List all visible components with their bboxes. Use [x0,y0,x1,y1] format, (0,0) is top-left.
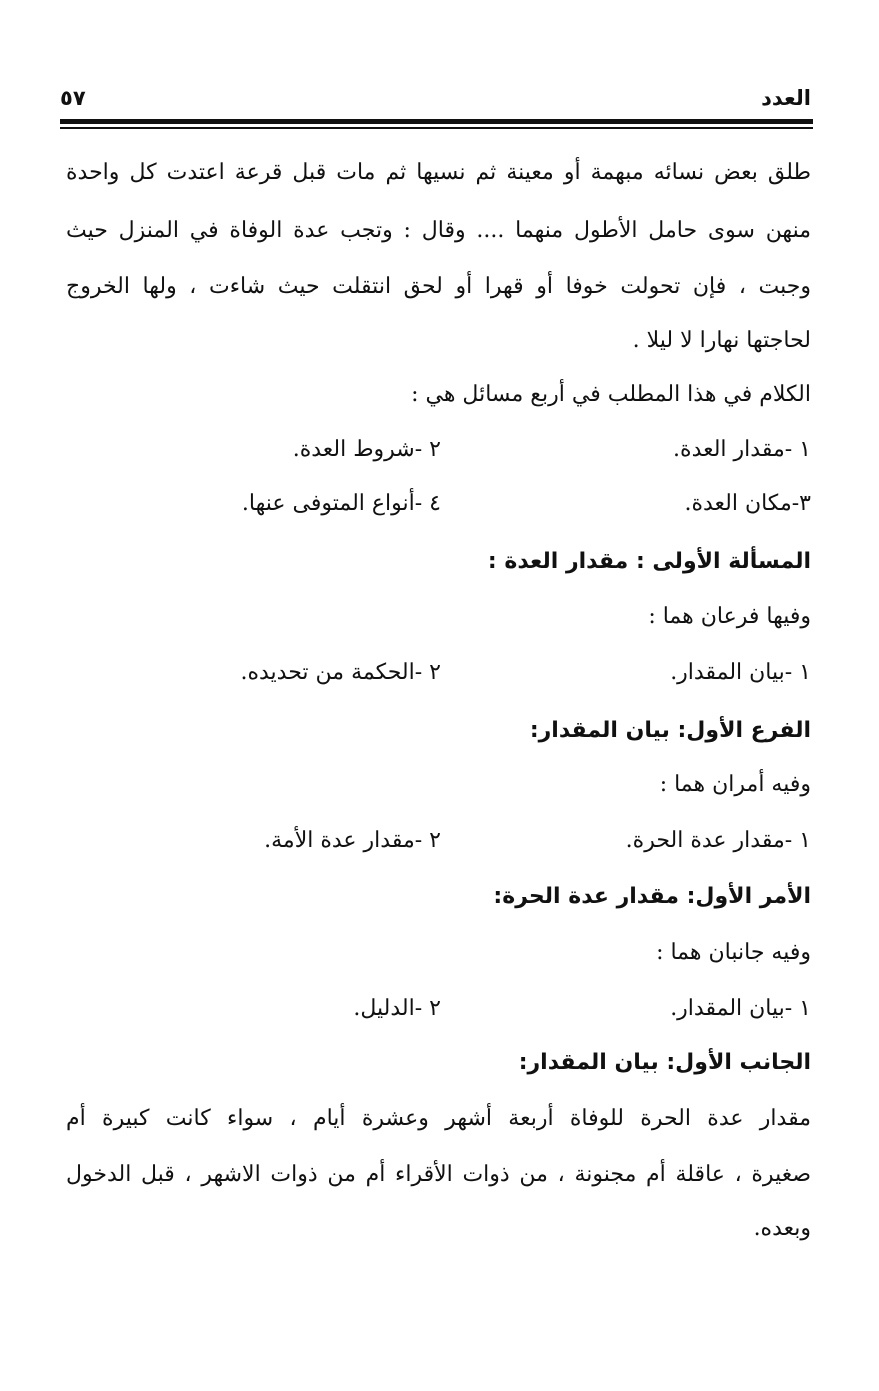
header-rule-thin [60,127,813,129]
paragraph-line: منهن سوى حامل الأطول منهما .... وقال : وتجب عدة الوفاة في المنزل حيث [66,218,811,243]
paragraph-line: طلق بعض نسائه مبهمة أو معينة ثم نسيها ثم مات قبل قرعة اعتدت كل واحدة [66,160,811,185]
paragraph-line: مقدار عدة الحرة للوفاة أربعة أشهر وعشرة أيام ، سواء كانت كبيرة أم [66,1106,811,1131]
running-title: العدد [761,86,811,110]
paragraph-line: وبعده. [753,1216,811,1241]
section-heading: الفرع الأول: بيان المقدار: [529,718,811,743]
list-item: ٢ -الدليل. [353,996,441,1021]
list-item: ١ -مقدار العدة. [673,437,811,462]
subheading-line: وفيه جانبان هما : [656,940,811,965]
header-rule-thick [60,119,813,124]
list-item: ١ -بيان المقدار. [670,660,811,685]
subheading-line: وفيه أمران هما : [659,772,811,797]
paragraph-line: لحاجتها نهارا لا ليلا . [632,328,811,353]
list-item: ١ -مقدار عدة الحرة. [625,828,811,853]
page-header [60,86,811,120]
intro-line: الكلام في هذا المطلب في أربع مسائل هي : [411,382,811,407]
section-heading: المسألة الأولى : مقدار العدة : [487,549,811,574]
list-item: ٣-مكان العدة. [684,491,811,516]
subheading-line: وفيها فرعان هما : [648,604,811,629]
list-item: ١ -بيان المقدار. [670,996,811,1021]
paragraph-line: وجبت ، فإن تحولت خوفا أو قهرا أو لحق انتقلت حيث شاءت ، ولها الخروج [66,274,811,299]
list-item: ٢ -شروط العدة. [292,437,441,462]
page-number: ٥٧ [60,86,86,110]
section-heading: الأمر الأول: مقدار عدة الحرة: [493,884,811,909]
list-item: ٤ -أنواع المتوفى عنها. [241,491,441,516]
list-item: ٢ -الحكمة من تحديده. [240,660,441,685]
paragraph-line: صغيرة ، عاقلة أم مجنونة ، من ذوات الأقراء أم من ذوات الاشهر ، قبل الدخول [66,1162,811,1187]
section-heading: الجانب الأول: بيان المقدار: [518,1050,811,1075]
list-item: ٢ -مقدار عدة الأمة. [264,828,441,853]
